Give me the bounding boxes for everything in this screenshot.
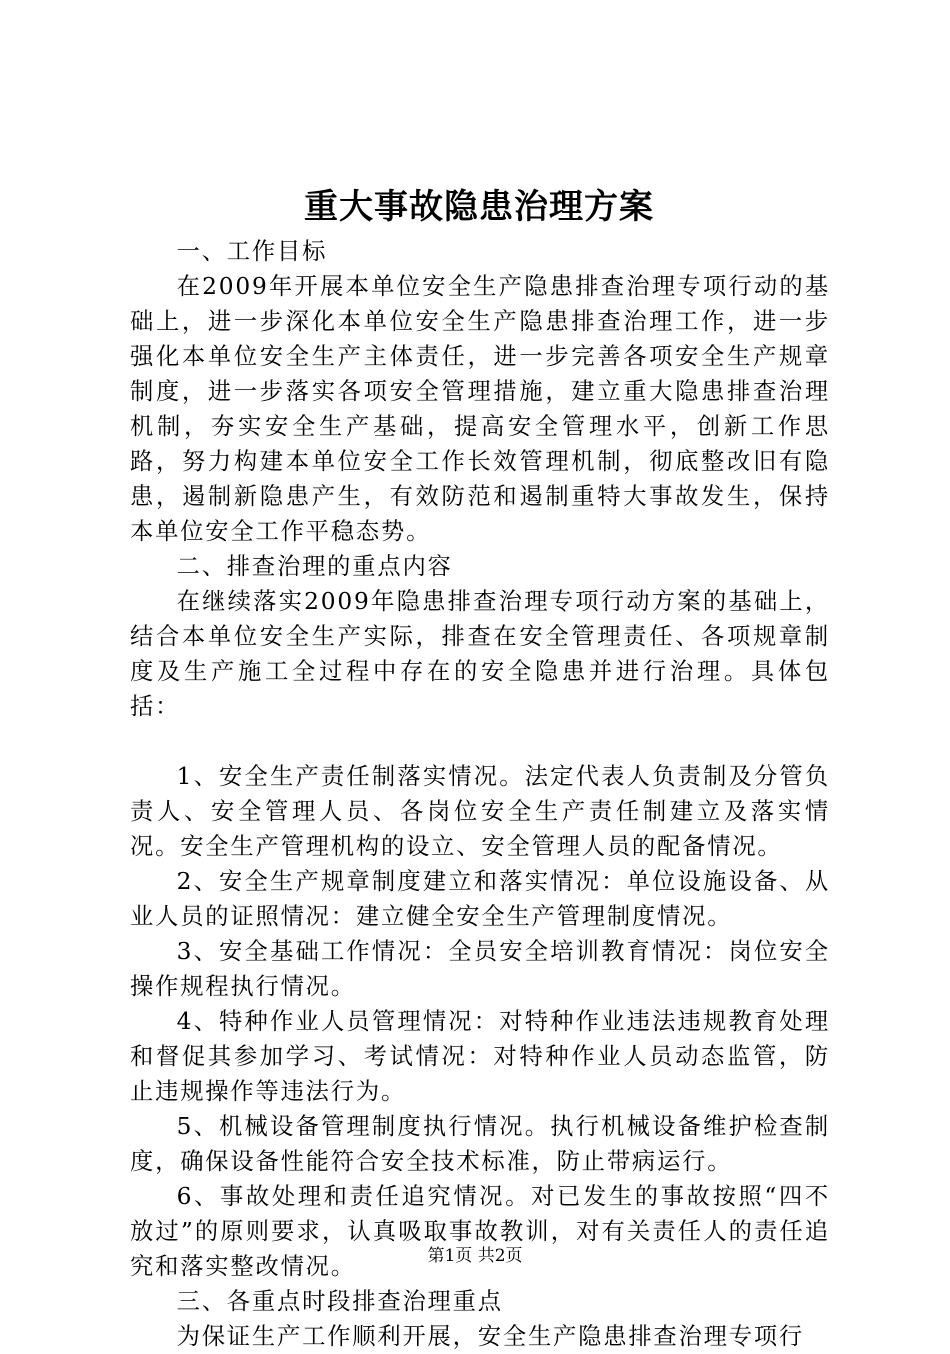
section-heading-periods: 三、各重点时段排查治理重点 [176,1288,503,1315]
list-item-5: 5、机械设备管理制度执行情况。执行机械设备维护检查制度，确保设备性能符合安全技术标准，防止带病运行。 [130,1113,830,1175]
paragraph-goals: 在2009年开展本单位安全生产隐患排查治理专项行动的基础上，进一步深化本单位安全生产隐患排查治理工作，进一步强化本单位安全生产主体责任，进一步完善各项安全生产规章制度，进一步落实各项安全管理措施，建立重大隐患排查治理机制，夯实安全生产基础，提高安全管理水平，创新工作思路，努力构建本单位安全工作长效管理机制，彻底整改旧有隐患，遏制新隐患产生，有效防范和遏制重特大事故发生，保持本单位安全工作平稳态势。 [130,273,830,545]
section-heading-goals: 一、工作目标 [176,238,328,265]
document-title: 重大事故隐患治理方案 [304,187,654,227]
section-heading-key-content: 二、排查治理的重点内容 [176,553,453,580]
list-item-2: 2、安全生产规章制度建立和落实情况：单位设施设备、从业人员的证照情况：建立健全安全生产管理制度情况。 [130,868,830,930]
list-item-6: 6、事故处理和责任追究情况。对已发生的事故按照“四不放过”的原则要求，认真吸取事故教训，对有关责任人的责任追究和落实整改情况。 [130,1183,830,1280]
document-body [130,234,830,1354]
list-item-3: 3、安全基础工作情况：全员安全培训教育情况：岗位安全操作规程执行情况。 [130,938,830,1000]
blank-line [130,724,830,759]
list-item-1: 1、安全生产责任制落实情况。法定代表人负责制及分管负责人、安全管理人员、各岗位安全生产责任制建立及落实情况。安全生产管理机构的设立、安全管理人员的配备情况。 [130,763,830,860]
page-footer: 第1页 共2页 [427,1246,523,1266]
paragraph-key-content: 在继续落实2009年隐患排查治理专项行动方案的基础上，结合本单位安全生产实际，排查在安全管理责任、各项规章制度及生产施工全过程中存在的安全隐患并进行治理。具体包括： [130,588,830,720]
list-item-4: 4、特种作业人员管理情况：对特种作业违法违规教育处理和督促其参加学习、考试情况：对特种作业人员动态监管，防止违规操作等违法行为。 [130,1008,830,1105]
paragraph-periods: 为保证生产工作顺利开展，安全生产隐患排查治理专项行 [176,1323,805,1350]
